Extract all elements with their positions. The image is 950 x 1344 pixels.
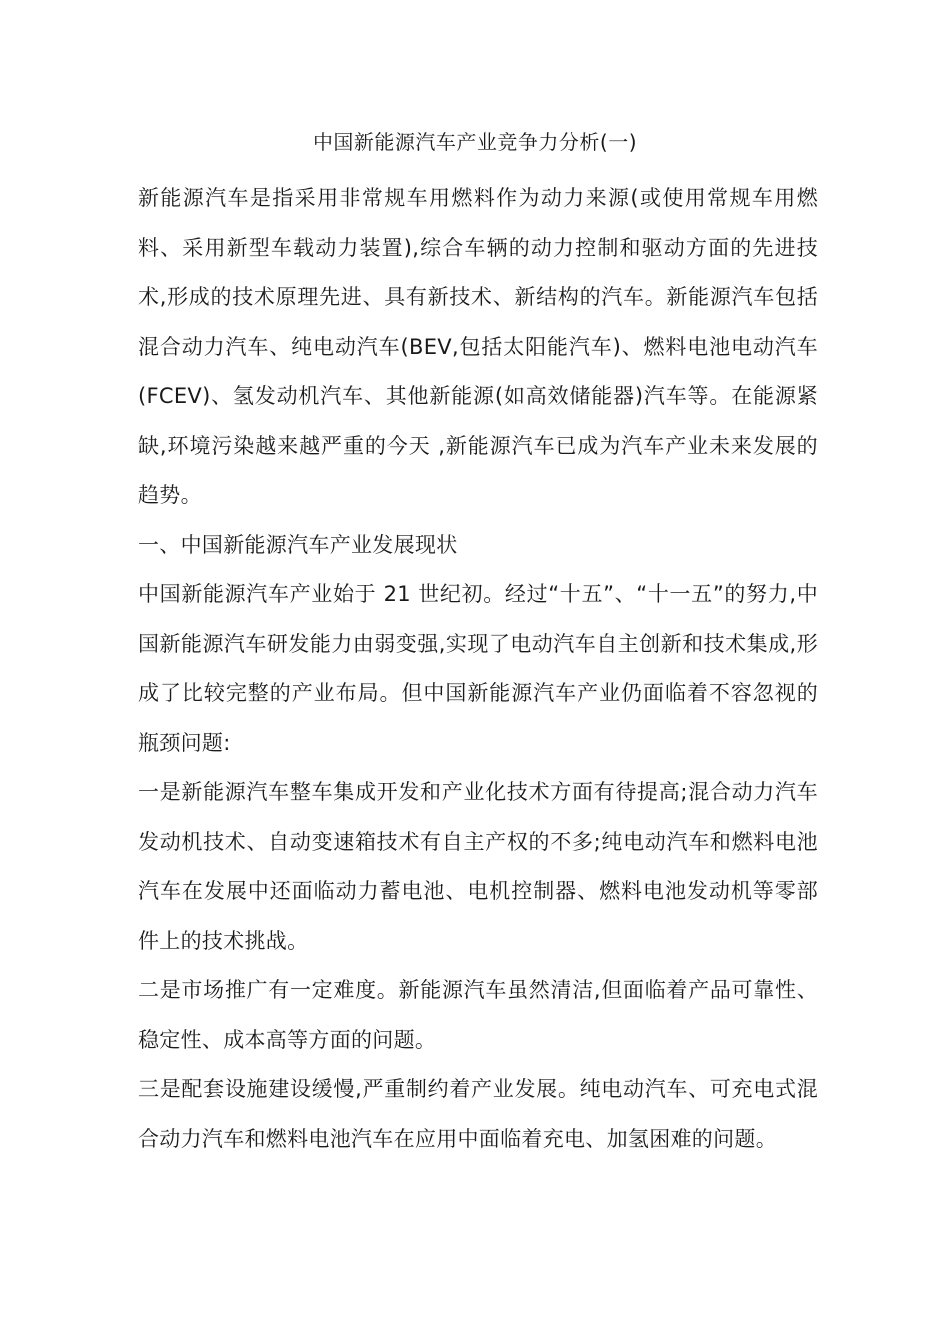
paragraph-definition: 新能源汽车是指采用非常规车用燃料作为动力来源(或使用常规车用燃料、采用新型车载动力装置),综合车辆的动力控制和驱动方面的先进技术,形成的技术原理先进、具有新技术、新结构的汽车。新能源汽车包括混合动力汽车、纯电动汽车(BEV,包括太阳能汽车)、燃料电池电动汽车(FCEV)、氢发动机汽车、其他新能源(如高效储能器)汽车等。在能源紧缺,环境污染越来越严重的今天 ,新能源汽车已成为汽车产业未来发展的趋势。 [138, 186, 818, 507]
paragraph-issue-two: 二是市场推广有一定难度。新能源汽车虽然清洁,但面临着产品可靠性、稳定性、成本高等方面的问题。 [138, 978, 818, 1052]
paragraph-status: 中国新能源汽车产业始于 21 世纪初。经过“十五”、“十一五”的努力,中国新能源汽车研发能力由弱变强,实现了电动汽车自主创新和技术集成,形成了比较完整的产业布局。但中国新能源汽车产业仍面临着不容忽视的瓶颈问题: [138, 582, 818, 755]
paragraph-issue-one: 一是新能源汽车整车集成开发和产业化技术方面有待提高;混合动力汽车发动机技术、自动变速箱技术有自主产权的不多;纯电动汽车和燃料电池汽车在发展中还面临动力蓄电池、电机控制器、燃料电池发动机等零部件上的技术挑战。 [138, 780, 818, 953]
paragraph-issue-three: 三是配套设施建设缓慢,严重制约着产业发展。纯电动汽车、可充电式混合动力汽车和燃料电池汽车在应用中面临着充电、加氢困难的问题。 [138, 1077, 818, 1151]
section-heading: 一、中国新能源汽车产业发展现状 [138, 532, 458, 557]
document-body [138, 174, 818, 1164]
document-title: 中国新能源汽车产业竞争力分析(一) [312, 130, 638, 154]
